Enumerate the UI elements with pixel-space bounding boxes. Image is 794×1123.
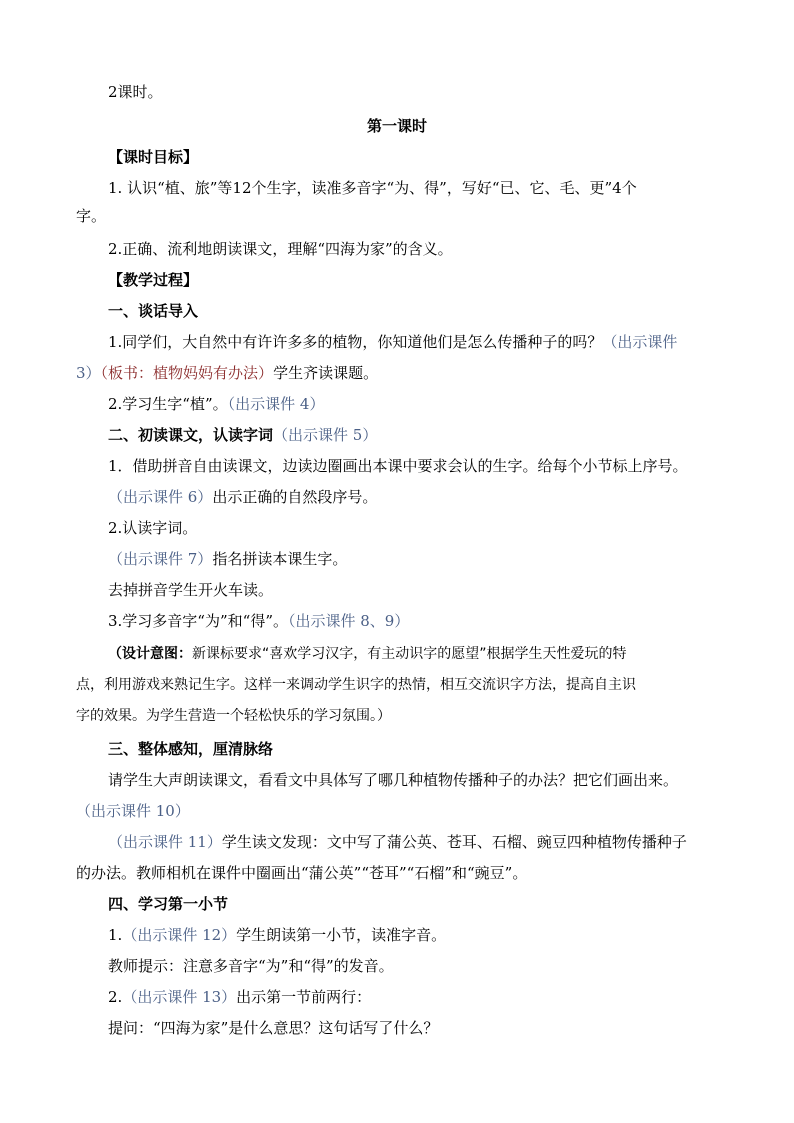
paragraph-line: [108, 332, 677, 352]
paragraph-text: 学生读文发现：文中写了蒲公英、苍耳、石榴、豌豆四种植物传播种子: [221, 833, 687, 851]
paragraph-text: 1.同学们，大自然中有许许多多的植物，你知道他们是怎么传播种子的吗？: [108, 333, 603, 351]
paragraph-line: [108, 987, 371, 1007]
paragraph-text: 2.: [108, 988, 123, 1006]
board-note: （板书：植物妈妈有办法）: [100, 364, 274, 382]
section-4-heading: 四、学习第一小节: [108, 895, 229, 913]
courseware-note: 3）: [76, 364, 101, 382]
paragraph-line: [108, 611, 409, 631]
courseware-note: （出示课件 5）: [273, 426, 378, 444]
courseware-note: （出示课件 4）: [227, 395, 325, 413]
goal-1-line-1: 1. 认识“植、旅”等12个生字，读准多音字“为、得”，写好“已、它、毛、更”4个: [108, 179, 637, 197]
paragraph-text: 3.学习多音字“为”和“得”。: [108, 612, 288, 630]
paragraph-text: 1.: [108, 926, 123, 944]
courseware-note: （出示课件 10）: [76, 802, 190, 820]
courseware-note: （出示课件 6）: [108, 488, 213, 506]
paragraph-line: 2.认读字词。: [108, 519, 198, 537]
paragraph-text: 出示正确的自然段序号。: [212, 488, 378, 506]
text-line: 2课时。: [108, 83, 163, 101]
paragraph-text: 学生朗读第一小节，读准字音。: [236, 926, 447, 944]
design-intent-line-1: [108, 644, 627, 664]
heading-process: 【教学过程】: [108, 271, 199, 289]
paragraph-text: 指名拼读本课生字。: [212, 550, 348, 568]
courseware-note: （出示课件 12）: [122, 926, 237, 944]
section-1-heading: 一、谈话导入: [108, 302, 199, 320]
paragraph-line: 的办法。教师相机在课件中圈画出“蒲公英”“苍耳”“石榴”和“豌豆”。: [76, 864, 528, 882]
courseware-note: （出示课件 7）: [108, 550, 213, 568]
paragraph-text: 学生齐读课题。: [273, 364, 379, 382]
paragraph-line: [76, 363, 378, 383]
paragraph-line: 教师提示：注意多音字“为”和“得”的发音。: [108, 957, 394, 975]
paragraph-line: 请学生大声朗读课文，看看文中具体写了哪几种植物传播种子的办法？把它们画出来。: [108, 771, 679, 789]
design-intent-text: 新课标要求“喜欢学习汉字，有主动识字的愿望”根据学生天性爱玩的特: [192, 646, 627, 662]
courseware-note: （出示课件 8、9）: [288, 612, 410, 630]
design-intent-line-3: 字的效果。为学生营造一个轻松快乐的学习氛围。）: [76, 708, 391, 724]
goal-1-line-2: 字。: [76, 207, 107, 225]
paragraph-line: [108, 487, 377, 507]
courseware-note: （出示课件 11）: [108, 833, 222, 851]
paragraph-text: 2.学习生字“植”。: [108, 395, 228, 413]
paragraph-line: 1．借助拼音自由读课文，边读边圈画出本课中要求会认的生字。给每个小节标上序号。: [108, 457, 688, 475]
paragraph-text: 出示第一节前两行：: [236, 988, 372, 1006]
paragraph-line: [108, 549, 347, 569]
design-intent-line-2: 点，利用游戏来熟记生字。这样一来调动学生识字的热情，相互交流识字方法，提高自主识: [76, 677, 636, 693]
paragraph-line: [108, 394, 324, 414]
design-intent-label: （设计意图：: [108, 646, 192, 662]
paragraph-line: 去掉拼音学生开火车读。: [108, 581, 274, 599]
paragraph-line: [108, 832, 687, 852]
section-2-heading: [108, 425, 377, 445]
section-title: 第一课时: [366, 117, 427, 135]
paragraph-line: 提问：“四海为家”是什么意思？这句话写了什么？: [108, 1019, 439, 1037]
courseware-note: （出示课件: [602, 333, 678, 351]
section-heading-text: 二、初读课文，认读字词: [108, 426, 274, 444]
courseware-note: （出示课件 13）: [122, 988, 237, 1006]
section-3-heading: 三、整体感知，厘清脉络: [108, 740, 274, 758]
heading-goals: 【课时目标】: [108, 148, 199, 166]
goal-2: 2.正确、流利地朗读课文，理解“四海为家”的含义。: [108, 240, 453, 258]
paragraph-line: [108, 925, 446, 945]
